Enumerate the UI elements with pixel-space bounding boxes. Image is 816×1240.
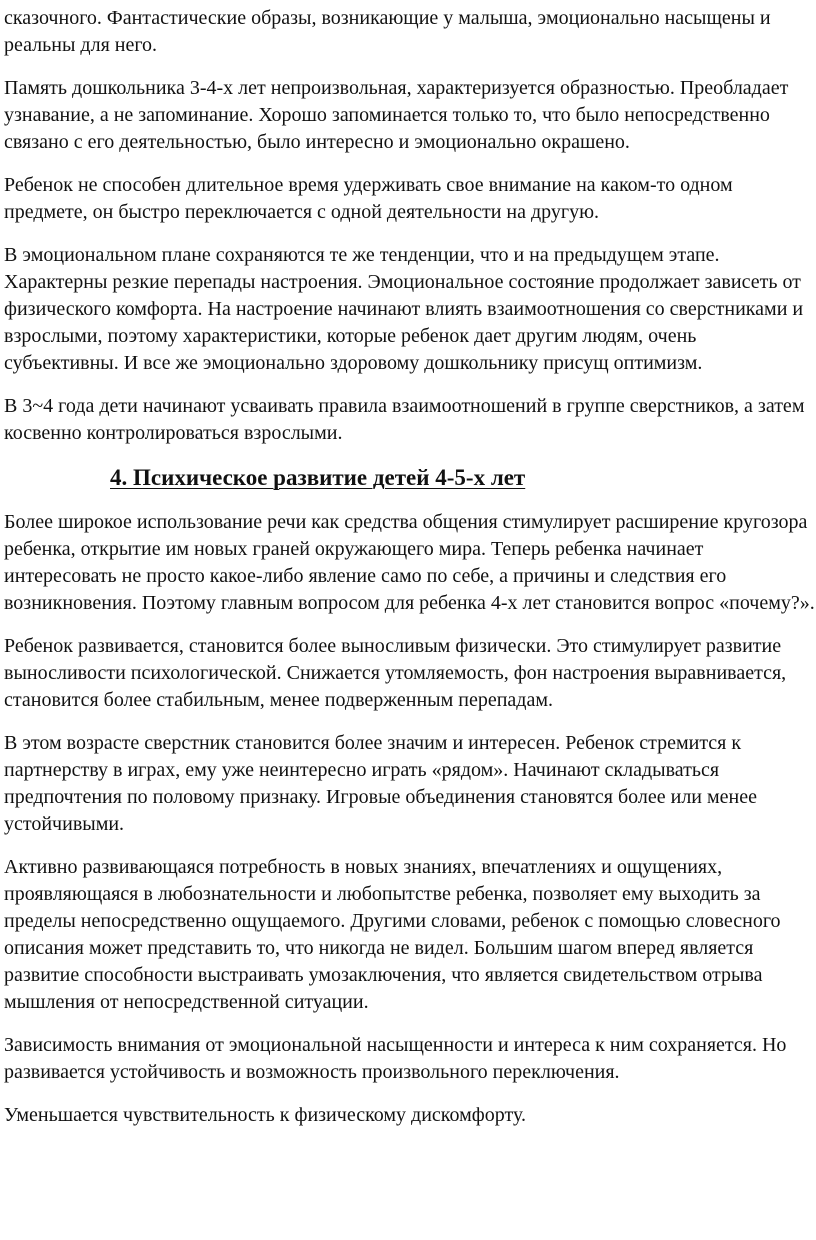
- paragraph-peer-relations: В 3~4 года дети начинают усваивать правила взаимоотношений в группе сверстников, а затем косвенно контролироваться взрослыми.: [4, 395, 805, 444]
- paragraph-peers: В этом возрасте сверстник становится более значим и интересен. Ребенок стремится к партнерству в играх, ему уже неинтересно играть «рядом». Начинают складываться предпочтения по половому признаку. Игровые объединения становятся более или менее устойчивыми.: [4, 732, 757, 835]
- paragraph-emotions: В эмоциональном плане сохраняются те же тенденции, что и на предыдущем этапе. Характерны резкие перепады настроения. Эмоциональное состояние продолжает зависеть от физического комфорта. На настроение начинают влиять взаимоотношения со сверстниками и взрослыми, поэтому характеристики, которые ребенок дает другим людям, очень субъективны. И все же эмоционально здоровому дошкольнику присущ оптимизм.: [4, 244, 804, 374]
- paragraph-attention: Ребенок не способен длительное время удерживать свое внимание на каком-то одном предмете, он быстро переключается с одной деятельности на другую.: [4, 174, 733, 223]
- paragraph-memory: Память дошкольника 3-4-х лет непроизвольная, характеризуется образностью. Преобладает узнавание, а не запоминание. Хорошо запоминается только то, что было непосредственно связано с его деятельностью, было интересно и эмоционально окрашено.: [4, 77, 789, 153]
- paragraph-fantasy-images: сказочного. Фантастические образы, возникающие у малыша, эмоционально насыщены и реальны для него.: [4, 7, 771, 56]
- paragraph-attention-dependence: Зависимость внимания от эмоциональной насыщенности и интереса к ним сохраняется. Но развивается устойчивость и возможность произвольного переключения.: [4, 1034, 787, 1083]
- paragraph-curiosity: Активно развивающаяся потребность в новых знаниях, впечатлениях и ощущениях, проявляющаяся в любознательности и любопытстве ребенка, позволяет ему выходить за пределы непосредственно ощущаемого. Другими словами, ребенок с помощью словесного описания может представить то, что никогда не видел. Большим шагом вперед является развитие способности выстраивать умозаключения, что является свидетельством отрыва мышления от непосредственной ситуации.: [4, 856, 781, 1013]
- paragraph-speech: Более широкое использование речи как средства общения стимулирует расширение кругозора ребенка, открытие им новых граней окружающего мира. Теперь ребенка начинает интересовать не просто какое-либо явление само по себе, а причины и следствия его возникновения. Поэтому главным вопросом для ребенка 4-х лет становится вопрос «почему?».: [4, 511, 815, 614]
- section-heading: 4. Психическое развитие детей 4-5-х лет: [110, 465, 526, 490]
- paragraph-endurance: Ребенок развивается, становится более выносливым физически. Это стимулирует развитие выносливости психологической. Снижается утомляемость, фон настроения выравнивается, становится более стабильным, менее подверженным перепадам.: [4, 635, 787, 711]
- paragraph-sensitivity: Уменьшается чувствительность к физическому дискомфорту.: [4, 1104, 526, 1126]
